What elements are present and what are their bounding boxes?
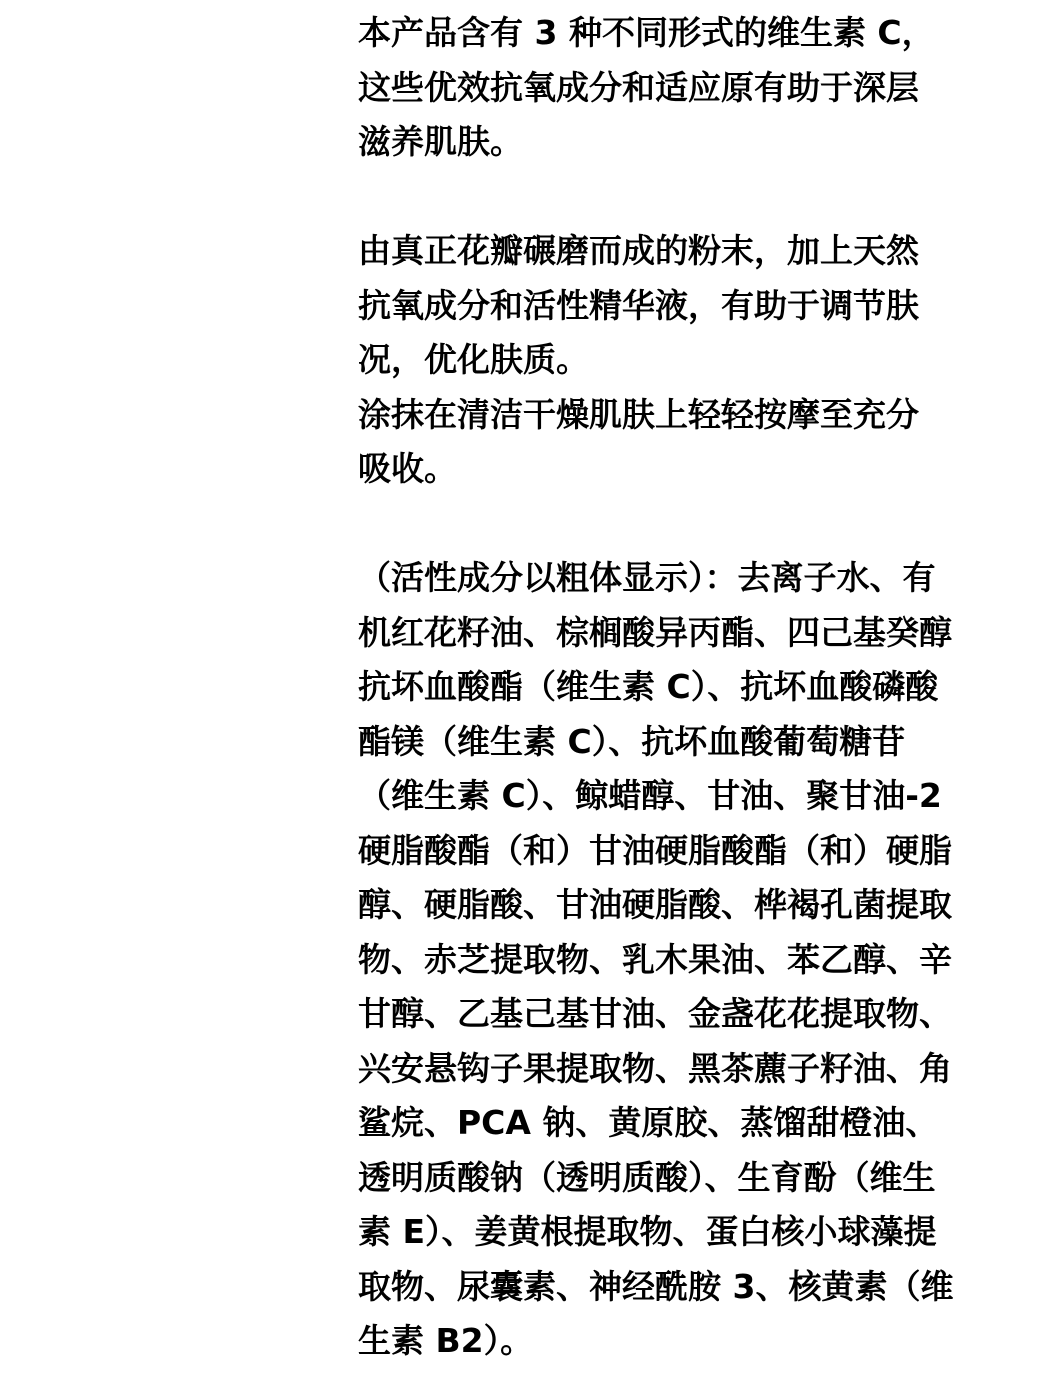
text-line: 取物、尿囊素、神经酰胺 3、核黄素（维 (358, 1266, 954, 1306)
text-line: （维生素 C）、鲸蜡醇、甘油、聚甘油-2 (358, 776, 942, 815)
text-line: 吸收。 (358, 449, 457, 488)
text-line: 硬脂酸酯（和）甘油硬脂酸酯（和）硬脂 (358, 830, 952, 870)
intro-paragraph (358, 6, 1030, 170)
text-line: 醇、硬脂酸、甘油硬脂酸、桦褐孔菌提取 (358, 885, 952, 924)
paragraph-spacer (358, 497, 1030, 552)
text-line: 机红花籽油、棕榈酸异丙酯、四己基癸醇 (358, 612, 952, 652)
text-line: 抗坏血酸酯（维生素 C）、抗坏血酸磷酸 (358, 667, 939, 706)
text-line: 涂抹在清洁干燥肌肤上轻轻按摩至充分 (358, 394, 919, 434)
text-line: 酯镁（维生素 C）、抗坏血酸葡萄糖苷 (358, 721, 906, 761)
text-line: 本产品含有 3 种不同形式的维生素 C， (358, 13, 935, 52)
text-line: 况，优化肤质。 (358, 340, 589, 379)
paragraph-spacer (358, 170, 1030, 225)
text-line: （活性成分以粗体显示）：去离子水、有 (358, 558, 936, 597)
text-line: 透明质酸钠（透明质酸）、生育酚（维生 (358, 1157, 936, 1197)
text-line: 兴安悬钩子果提取物、黑茶藨子籽油、角 (358, 1048, 952, 1088)
text-line: 生素 B2）。 (358, 1321, 534, 1360)
text-line: 甘醇、乙基己基甘油、金盏花花提取物、 (358, 994, 952, 1033)
text-line: 物、赤芝提取物、乳木果油、苯乙醇、辛 (358, 939, 952, 979)
text-line: 抗氧成分和活性精华液，有助于调节肤 (358, 285, 919, 325)
text-line: 由真正花瓣碾磨而成的粉末，加上天然 (358, 231, 919, 270)
text-line: 滋养肌肤。 (358, 122, 523, 161)
text-line: 鲨烷、PCA 钠、黄原胶、蒸馏甜橙油、 (358, 1103, 939, 1142)
ingredients-paragraph (358, 551, 1030, 1369)
description-paragraph (358, 224, 1030, 497)
text-line: 这些优效抗氧成分和适应原有助于深层 (358, 67, 919, 107)
product-text-column (358, 6, 1030, 1369)
text-line: 素 E）、姜黄根提取物、蛋白核小球藻提 (358, 1212, 937, 1251)
